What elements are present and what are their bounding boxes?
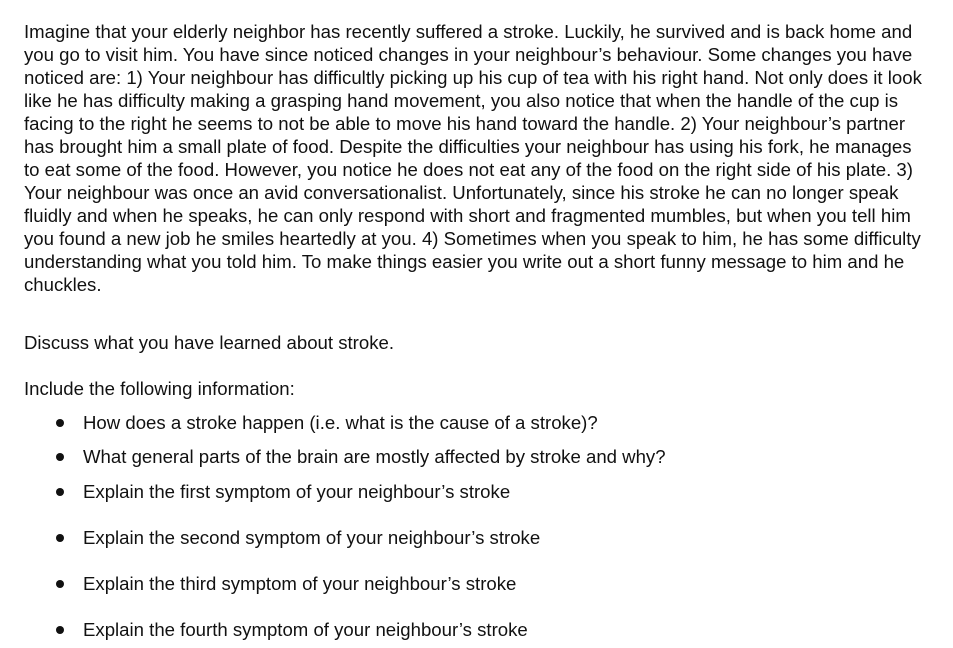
document-page [24, 20, 924, 640]
bullet-icon [56, 453, 64, 461]
list-item-text: Explain the fourth symptom of your neighbour’s stroke [83, 619, 528, 640]
list-item-text: Explain the second symptom of your neighbour’s stroke [83, 527, 541, 548]
bullet-icon [56, 534, 64, 542]
bullet-icon [56, 580, 64, 588]
list-item [56, 618, 528, 641]
list-item [56, 526, 541, 549]
scenario-paragraph: Imagine that your elderly neighbor has recently suffered a stroke. Luckily, he survived and is back home and you go to visit him. You have since noticed changes in your neighbour’s behaviour. Some changes you have noticed are: 1) Your neighbour has difficultly picking up his cup of tea with his right hand. Not only does it look like he has difficulty making a grasping hand movement, you also notice that when the handle of the cup is facing to the right he seems to not be able to move his hand toward the handle. 2) Your neighbour’s partner has brought him a small plate of food. Despite the difficulties your neighbour has using his fork, he manages to eat some of the food. However, you notice he does not eat any of the food on the right side of his plate. 3) Your neighbour was once an avid conversationalist. Unfortunately, since his stroke he can no longer speak fluidly and when he speaks, he can only respond with short and fragmented mumbles, but when you tell him you found a new job he smiles heartedly at you. 4) Sometimes when you speak to him, he has some difficulty understanding what you told him. To make things easier you write out a short funny message to him and he chuckles. [24, 21, 922, 295]
list-item [56, 572, 517, 595]
list-item-text: How does a stroke happen (i.e. what is the cause of a stroke)? [83, 412, 598, 433]
list-item-text: Explain the first symptom of your neighbour’s stroke [83, 481, 511, 502]
list-item [56, 480, 511, 503]
include-heading: Include the following information: [24, 378, 295, 399]
list-item [56, 411, 598, 434]
list-item [56, 445, 666, 468]
bullet-icon [56, 488, 64, 496]
list-item-text: What general parts of the brain are mostly affected by stroke and why? [83, 446, 666, 467]
list-item-text: Explain the third symptom of your neighbour’s stroke [83, 573, 517, 594]
bullet-icon [56, 626, 64, 634]
discuss-prompt: Discuss what you have learned about stroke. [24, 332, 395, 353]
bullet-icon [56, 419, 64, 427]
